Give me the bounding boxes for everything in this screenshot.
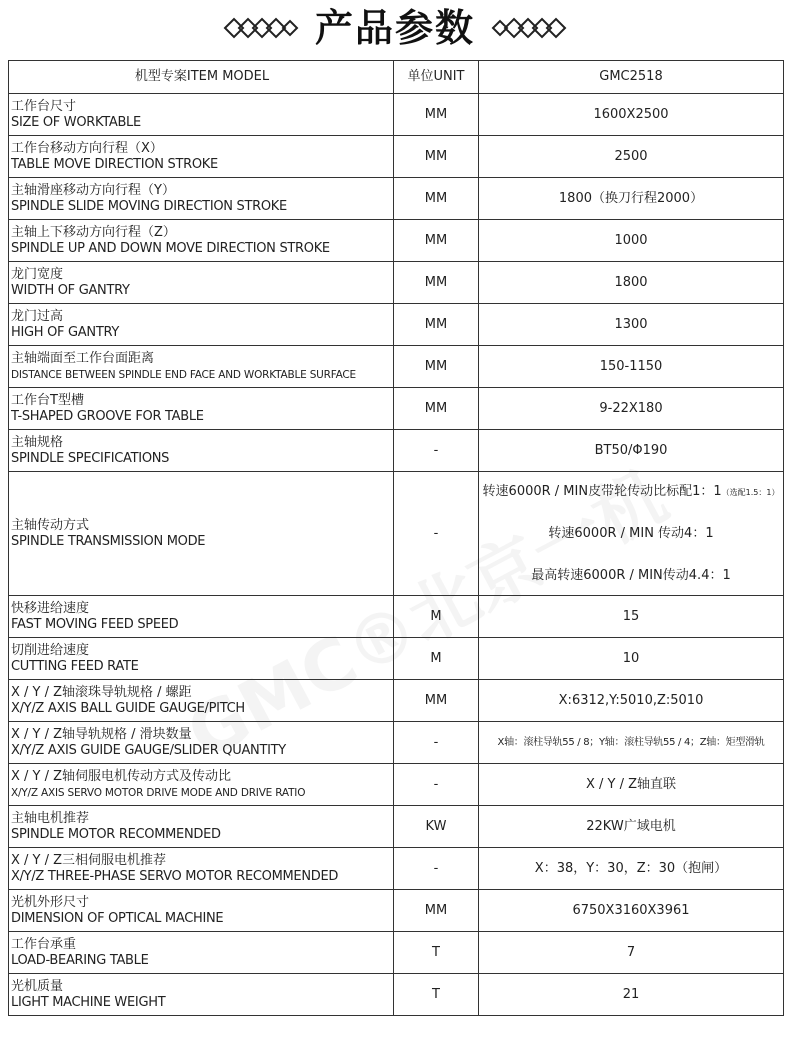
value-line-text: 转速6000R / MIN皮带轮传动比标配1：1 — [482, 483, 722, 499]
header-item: 机型专案ITEM MODEL — [9, 61, 394, 94]
table-row — [9, 430, 784, 472]
item-name-cn: 切削进给速度 — [11, 642, 90, 658]
item-name-cn: 光机质量 — [11, 978, 64, 994]
page-title: 产品参数 — [314, 6, 475, 50]
value-cell: 6750X3160X3961 — [479, 890, 784, 932]
item-cell — [9, 680, 394, 722]
unit-cell: MM — [394, 94, 479, 136]
table-row — [9, 764, 784, 806]
item-name-cn: X / Y / Z轴滚珠导轨规格 / 螺距 — [11, 684, 192, 700]
value-cell: 21 — [479, 974, 784, 1016]
unit-cell: T — [394, 974, 479, 1016]
item-name-en: LOAD-BEARING TABLE — [11, 952, 149, 968]
unit-cell: M — [394, 638, 479, 680]
unit-cell: - — [394, 722, 479, 764]
table-row — [9, 890, 784, 932]
unit-cell: - — [394, 430, 479, 472]
item-cell — [9, 304, 394, 346]
value-line: 转速6000R / MIN 传动4：1 — [548, 526, 714, 541]
item-cell — [9, 178, 394, 220]
item-name-cn: 快移进给速度 — [11, 600, 90, 616]
item-name-en: X/Y/Z THREE-PHASE SERVO MOTOR RECOMMENDED — [11, 868, 339, 884]
item-name-cn: 主轴电机推荐 — [11, 810, 90, 826]
item-cell — [9, 430, 394, 472]
unit-cell: MM — [394, 680, 479, 722]
value-cell: X：38，Y：30，Z：30（抱闸） — [479, 848, 784, 890]
page-header — [0, 0, 790, 56]
unit-cell: MM — [394, 262, 479, 304]
header-unit: 单位UNIT — [394, 61, 479, 94]
item-name-cn: X / Y / Z轴导轨规格 / 滑块数量 — [11, 726, 192, 742]
item-name-cn: 工作台T型槽 — [11, 392, 84, 408]
item-cell — [9, 262, 394, 304]
item-name-en: DISTANCE BETWEEN SPINDLE END FACE AND WORKTABLE SURFACE — [11, 368, 356, 381]
item-name-en: X/Y/Z AXIS BALL GUIDE GAUGE/PITCH — [11, 700, 245, 716]
unit-cell: MM — [394, 178, 479, 220]
value-lines — [479, 478, 783, 590]
value-cell: 10 — [479, 638, 784, 680]
item-name-cn: 主轴端面至工作台面距离 — [11, 350, 155, 366]
item-cell — [9, 596, 394, 638]
value-cell: X:6312,Y:5010,Z:5010 — [479, 680, 784, 722]
item-name-en: WIDTH OF GANTRY — [11, 282, 130, 298]
unit-cell: MM — [394, 220, 479, 262]
item-cell — [9, 94, 394, 136]
table-row — [9, 596, 784, 638]
item-name-en: DIMENSION OF OPTICAL MACHINE — [11, 910, 224, 926]
unit-cell: MM — [394, 890, 479, 932]
table-row — [9, 806, 784, 848]
table-row — [9, 220, 784, 262]
item-cell — [9, 932, 394, 974]
unit-cell: MM — [394, 136, 479, 178]
value-cell: 1300 — [479, 304, 784, 346]
item-name-cn: 龙门过高 — [11, 308, 64, 324]
item-name-cn: 主轴传动方式 — [11, 517, 90, 533]
item-cell — [9, 890, 394, 932]
header-model: GMC2518 — [479, 61, 784, 94]
diamond-ornament-left-icon — [223, 17, 301, 39]
item-name-cn: 龙门宽度 — [11, 266, 64, 282]
table-row — [9, 388, 784, 430]
table-row — [9, 178, 784, 220]
table-row — [9, 722, 784, 764]
item-name-en: SPINDLE SPECIFICATIONS — [11, 450, 170, 466]
table-header-row — [9, 61, 784, 94]
item-name-cn: 主轴滑座移动方向行程（Y） — [11, 182, 175, 198]
unit-cell: MM — [394, 346, 479, 388]
item-name-cn: 光机外形尺寸 — [11, 894, 90, 910]
unit-cell: - — [394, 764, 479, 806]
item-name-en: SPINDLE UP AND DOWN MOVE DIRECTION STROKE — [11, 240, 330, 256]
table-row — [9, 974, 784, 1016]
item-cell — [9, 220, 394, 262]
table-row — [9, 262, 784, 304]
table-row — [9, 680, 784, 722]
value-line: 最高转速6000R / MIN传动4.4：1 — [531, 567, 731, 583]
item-cell — [9, 638, 394, 680]
item-name-cn: 主轴规格 — [11, 434, 64, 450]
spec-table — [8, 60, 784, 1016]
table-row — [9, 136, 784, 178]
item-cell — [9, 472, 394, 596]
table-row — [9, 346, 784, 388]
value-cell: 1600X2500 — [479, 94, 784, 136]
value-cell: 1800（换刀行程2000） — [479, 178, 784, 220]
item-cell — [9, 974, 394, 1016]
unit-cell: - — [394, 472, 479, 596]
item-name-en: HIGH OF GANTRY — [11, 324, 120, 340]
item-name-cn: 主轴上下移动方向行程（Z） — [11, 224, 176, 240]
item-cell — [9, 346, 394, 388]
value-cell: 1800 — [479, 262, 784, 304]
item-cell — [9, 764, 394, 806]
unit-cell: MM — [394, 304, 479, 346]
value-cell: 22KW广域电机 — [479, 806, 784, 848]
value-cell: 2500 — [479, 136, 784, 178]
item-cell — [9, 388, 394, 430]
item-name-en: SPINDLE MOTOR RECOMMENDED — [11, 826, 221, 842]
item-name-en: X/Y/Z AXIS SERVO MOTOR DRIVE MODE AND DRIVE RATIO — [11, 786, 306, 799]
value-cell: 7 — [479, 932, 784, 974]
value-line-with-note — [479, 484, 783, 501]
item-name-cn: X / Y / Z轴伺服电机传动方式及传动比 — [11, 768, 232, 784]
item-name-cn: 工作台移动方向行程（X） — [11, 140, 163, 156]
item-cell — [9, 722, 394, 764]
item-name-en: LIGHT MACHINE WEIGHT — [11, 994, 166, 1010]
item-name-en: X/Y/Z AXIS GUIDE GAUGE/SLIDER QUANTITY — [11, 742, 286, 758]
item-name-cn: 工作台承重 — [11, 936, 77, 952]
value-cell: BT50/Φ190 — [479, 430, 784, 472]
diamond-ornament-right-icon — [489, 17, 567, 39]
value-cell: 150-1150 — [479, 346, 784, 388]
item-name-en: T-SHAPED GROOVE FOR TABLE — [11, 408, 204, 424]
item-name-en: FAST MOVING FEED SPEED — [11, 616, 179, 632]
table-row — [9, 304, 784, 346]
table-row — [9, 94, 784, 136]
item-name-en: CUTTING FEED RATE — [11, 658, 139, 674]
unit-cell: - — [394, 848, 479, 890]
item-name-en: SPINDLE SLIDE MOVING DIRECTION STROKE — [11, 198, 287, 214]
value-cell: 9-22X180 — [479, 388, 784, 430]
value-cell — [479, 472, 784, 596]
value-cell: 1000 — [479, 220, 784, 262]
item-cell — [9, 136, 394, 178]
item-cell — [9, 806, 394, 848]
item-name-en: TABLE MOVE DIRECTION STROKE — [11, 156, 218, 172]
value-cell: 15 — [479, 596, 784, 638]
table-row — [9, 638, 784, 680]
item-name-en: SIZE OF WORKTABLE — [11, 114, 141, 130]
table-row — [9, 932, 784, 974]
item-name-cn: 工作台尺寸 — [11, 98, 77, 114]
table-row — [9, 472, 784, 596]
item-cell — [9, 848, 394, 890]
table-row — [9, 848, 784, 890]
unit-cell: KW — [394, 806, 479, 848]
unit-cell: T — [394, 932, 479, 974]
unit-cell: MM — [394, 388, 479, 430]
value-note: （选配1.5：1） — [721, 487, 780, 497]
unit-cell: M — [394, 596, 479, 638]
item-name-cn: X / Y / Z三相伺服电机推荐 — [11, 852, 167, 868]
item-name-en: SPINDLE TRANSMISSION MODE — [11, 533, 206, 549]
value-cell: X / Y / Z轴直联 — [479, 764, 784, 806]
value-cell: X轴：滚柱导轨55 / 8；Y轴：滚柱导轨55 / 4；Z轴：矩型滑轨 — [479, 722, 784, 764]
